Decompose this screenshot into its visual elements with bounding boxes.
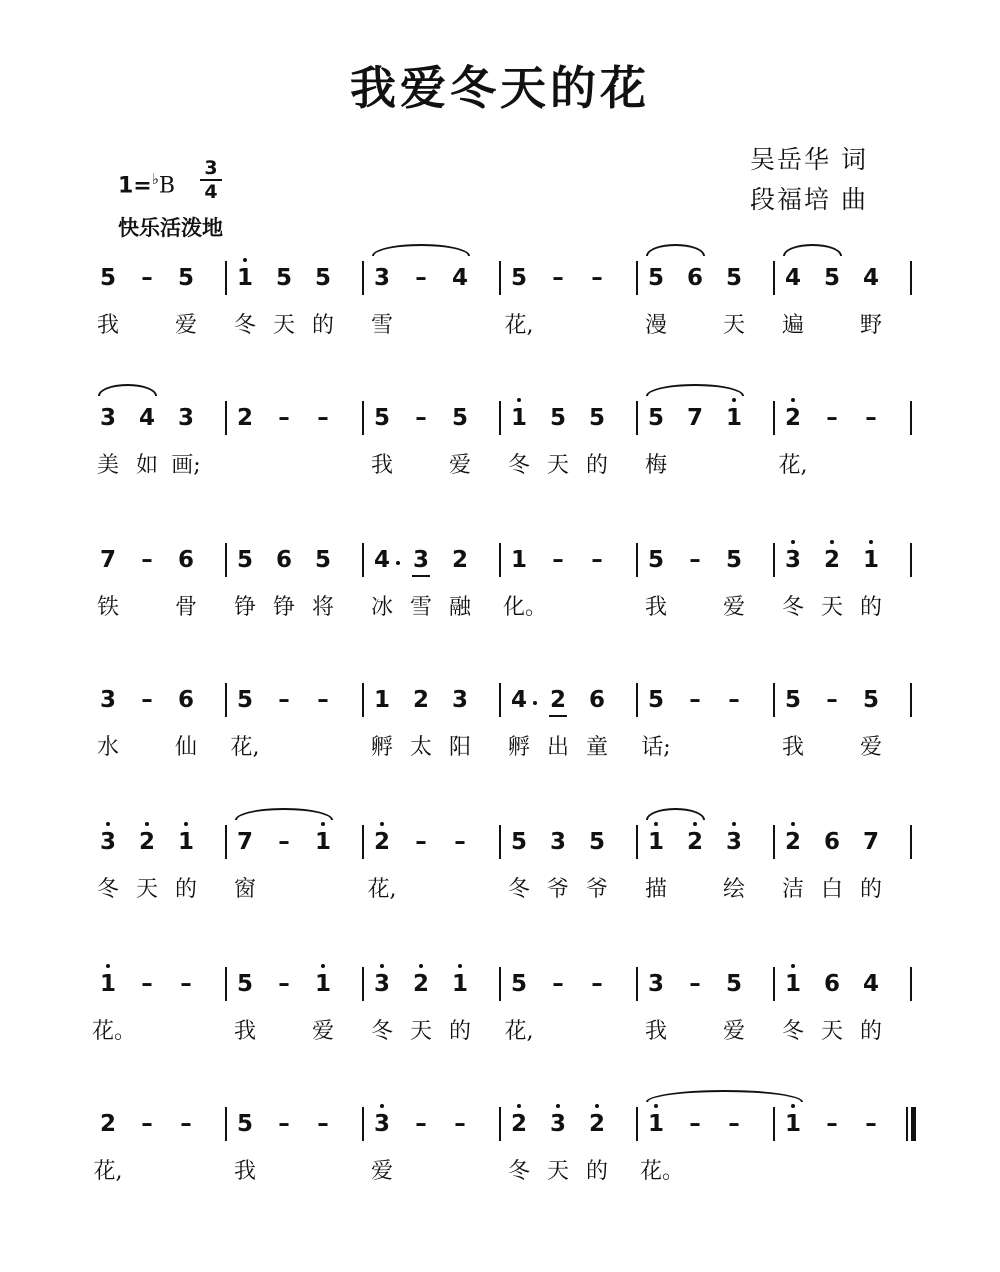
song-title: 我爱冬天的花 xyxy=(350,61,650,115)
lyric-syllable: 铁 xyxy=(96,595,119,620)
note: 5 xyxy=(588,405,605,431)
lyric-syllable: 孵 xyxy=(370,735,393,760)
note: 2 xyxy=(823,547,840,573)
high-octave-dot xyxy=(830,540,834,544)
note: – xyxy=(317,405,329,431)
note: 4 xyxy=(784,265,801,291)
high-octave-dot xyxy=(791,540,795,544)
note: 4 xyxy=(138,405,155,431)
note: – xyxy=(728,1111,740,1137)
lyric-syllable: 冬 xyxy=(507,1159,530,1184)
note: 3 xyxy=(373,1111,390,1137)
lyric-syllable: 遍 xyxy=(781,313,804,338)
note: 7 xyxy=(686,405,703,431)
high-octave-dot xyxy=(791,1104,795,1108)
note: 5 xyxy=(373,405,390,431)
barline xyxy=(636,967,638,1001)
high-octave-dot xyxy=(595,1104,599,1108)
lyric-syllable: 的 xyxy=(448,1019,471,1044)
note: – xyxy=(278,1111,290,1137)
lyric-syllable: 花, xyxy=(367,877,397,902)
note: 3 xyxy=(99,687,116,713)
note: 2 xyxy=(549,687,566,713)
slur xyxy=(235,808,333,820)
lyric-syllable: 洁 xyxy=(781,877,804,902)
note: 4 xyxy=(510,687,527,713)
eighth-note-underline xyxy=(412,575,430,577)
note: – xyxy=(141,971,153,997)
note: 5 xyxy=(236,687,253,713)
note: – xyxy=(141,1111,153,1137)
lyric-syllable: 如 xyxy=(135,453,158,478)
lyric-syllable: 的 xyxy=(585,453,608,478)
barline xyxy=(362,825,364,859)
lyric-syllable: 我 xyxy=(370,453,393,478)
slur xyxy=(646,808,705,820)
note: 1 xyxy=(510,547,527,573)
time-signature-bottom: 4 xyxy=(204,181,218,203)
lyric-syllable: 孵 xyxy=(507,735,530,760)
note: – xyxy=(141,687,153,713)
barline xyxy=(773,683,775,717)
note: 6 xyxy=(177,687,194,713)
lyric-syllable: 的 xyxy=(859,877,882,902)
note: 3 xyxy=(373,971,390,997)
note: – xyxy=(278,829,290,855)
note: 2 xyxy=(138,829,155,855)
high-octave-dot xyxy=(145,822,149,826)
barline xyxy=(499,825,501,859)
note: – xyxy=(826,687,838,713)
note: 4 xyxy=(862,971,879,997)
note: 1 xyxy=(510,405,527,431)
note: 2 xyxy=(686,829,703,855)
barline xyxy=(225,825,227,859)
note: 7 xyxy=(236,829,253,855)
barline xyxy=(773,543,775,577)
note: – xyxy=(591,971,603,997)
note: – xyxy=(591,547,603,573)
note: 5 xyxy=(725,547,742,573)
note: 5 xyxy=(236,971,253,997)
barline xyxy=(225,543,227,577)
note: – xyxy=(317,1111,329,1137)
note: – xyxy=(278,405,290,431)
final-barline-thin xyxy=(906,1107,908,1141)
note: 2 xyxy=(784,829,801,855)
high-octave-dot xyxy=(321,964,325,968)
lyric-syllable: 的 xyxy=(585,1159,608,1184)
lyric-syllable: 的 xyxy=(859,595,882,620)
lyric-syllable: 冬 xyxy=(96,877,119,902)
lyric-syllable: 爷 xyxy=(546,877,569,902)
lyric-syllable: 画; xyxy=(171,453,201,478)
note: 3 xyxy=(549,1111,566,1137)
barline xyxy=(636,401,638,435)
note: 2 xyxy=(588,1111,605,1137)
note: 1 xyxy=(314,971,331,997)
lyric-syllable: 花, xyxy=(504,313,534,338)
barline xyxy=(362,683,364,717)
lyric-syllable: 美 xyxy=(96,453,119,478)
final-barline-thick xyxy=(911,1107,916,1141)
note: 1 xyxy=(314,829,331,855)
note: 6 xyxy=(686,265,703,291)
note: 5 xyxy=(510,265,527,291)
note: – xyxy=(180,971,192,997)
note: – xyxy=(278,971,290,997)
note: 1 xyxy=(725,405,742,431)
lyric-syllable: 冬 xyxy=(507,453,530,478)
note: 2 xyxy=(236,405,253,431)
lyric-syllable: 铮 xyxy=(272,595,295,620)
barline xyxy=(910,543,912,577)
high-octave-dot xyxy=(791,822,795,826)
high-octave-dot xyxy=(517,398,521,402)
lyric-syllable: 爱 xyxy=(859,735,882,760)
lyric-syllable: 冬 xyxy=(781,1019,804,1044)
barline xyxy=(910,825,912,859)
note: – xyxy=(141,265,153,291)
lyric-syllable: 爱 xyxy=(722,595,745,620)
barline xyxy=(225,683,227,717)
note: 1 xyxy=(647,829,664,855)
note: 4 xyxy=(451,265,468,291)
note: 1 xyxy=(99,971,116,997)
note: 1 xyxy=(784,971,801,997)
barline xyxy=(636,1107,638,1141)
note: 5 xyxy=(862,687,879,713)
barline xyxy=(773,1107,775,1141)
note: – xyxy=(180,1111,192,1137)
note: 1 xyxy=(177,829,194,855)
note: 7 xyxy=(99,547,116,573)
note: 2 xyxy=(784,405,801,431)
note: 5 xyxy=(647,687,664,713)
lyric-syllable: 爱 xyxy=(448,453,471,478)
lyric-syllable: 绘 xyxy=(722,877,745,902)
high-octave-dot xyxy=(556,1104,560,1108)
barline xyxy=(910,401,912,435)
high-octave-dot xyxy=(791,964,795,968)
lyric-syllable: 我 xyxy=(644,595,667,620)
note: – xyxy=(317,687,329,713)
note: 2 xyxy=(510,1111,527,1137)
note: 5 xyxy=(647,547,664,573)
slur xyxy=(783,244,842,256)
note: 4 xyxy=(373,547,390,573)
note: – xyxy=(415,829,427,855)
note: – xyxy=(552,971,564,997)
note: – xyxy=(415,405,427,431)
note: 5 xyxy=(784,687,801,713)
note: 5 xyxy=(314,265,331,291)
note: – xyxy=(591,265,603,291)
lyric-syllable: 花, xyxy=(230,735,260,760)
lyric-syllable: 天 xyxy=(546,453,569,478)
lyric-syllable: 的 xyxy=(311,313,334,338)
note: – xyxy=(865,1111,877,1137)
key-prefix: 1= xyxy=(118,173,152,199)
lyric-syllable: 梅 xyxy=(644,453,667,478)
lyric-syllable: 窗 xyxy=(233,877,256,902)
note: 5 xyxy=(236,1111,253,1137)
note: 5 xyxy=(549,405,566,431)
note: 5 xyxy=(236,547,253,573)
note: 1 xyxy=(862,547,879,573)
composer-credit: 段福培 曲 xyxy=(750,185,868,214)
note: 2 xyxy=(412,687,429,713)
lyric-syllable: 话; xyxy=(641,735,671,760)
high-octave-dot xyxy=(732,822,736,826)
barline xyxy=(773,401,775,435)
augmentation-dot xyxy=(396,561,400,565)
lyric-syllable: 的 xyxy=(859,1019,882,1044)
slur xyxy=(646,384,744,396)
note: 3 xyxy=(177,405,194,431)
note: – xyxy=(278,687,290,713)
lyric-syllable: 我 xyxy=(233,1019,256,1044)
note: 3 xyxy=(99,405,116,431)
high-octave-dot xyxy=(869,540,873,544)
lyric-syllable: 花, xyxy=(93,1159,123,1184)
barline xyxy=(910,967,912,1001)
lyric-syllable: 铮 xyxy=(233,595,256,620)
note: 5 xyxy=(510,971,527,997)
high-octave-dot xyxy=(380,964,384,968)
note: 3 xyxy=(784,547,801,573)
barline xyxy=(499,967,501,1001)
lyric-syllable: 白 xyxy=(820,877,843,902)
lyric-syllable: 爱 xyxy=(174,313,197,338)
note: 1 xyxy=(236,265,253,291)
note: 3 xyxy=(725,829,742,855)
barline xyxy=(225,1107,227,1141)
lyric-syllable: 天 xyxy=(820,595,843,620)
lyric-syllable: 雪 xyxy=(370,313,393,338)
lyric-syllable: 水 xyxy=(96,735,119,760)
eighth-note-underline xyxy=(549,715,567,717)
slur xyxy=(646,244,705,256)
barline xyxy=(773,967,775,1001)
note: 3 xyxy=(647,971,664,997)
barline xyxy=(910,683,912,717)
note: – xyxy=(454,829,466,855)
lyric-syllable: 爱 xyxy=(370,1159,393,1184)
lyric-syllable: 天 xyxy=(272,313,295,338)
lyric-syllable: 我 xyxy=(233,1159,256,1184)
lyric-syllable: 花, xyxy=(504,1019,534,1044)
note: 1 xyxy=(784,1111,801,1137)
note: – xyxy=(826,405,838,431)
note: 5 xyxy=(823,265,840,291)
lyric-syllable: 我 xyxy=(644,1019,667,1044)
note: 3 xyxy=(373,265,390,291)
lyric-syllable: 冬 xyxy=(370,1019,393,1044)
lyric-syllable: 阳 xyxy=(448,735,471,760)
lyric-syllable: 描 xyxy=(644,877,667,902)
note: – xyxy=(552,265,564,291)
high-octave-dot xyxy=(732,398,736,402)
note: 6 xyxy=(177,547,194,573)
note: 5 xyxy=(314,547,331,573)
barline xyxy=(362,543,364,577)
barline xyxy=(499,401,501,435)
note: 2 xyxy=(412,971,429,997)
note: 6 xyxy=(588,687,605,713)
high-octave-dot xyxy=(321,822,325,826)
barline xyxy=(773,825,775,859)
barline xyxy=(910,261,912,295)
high-octave-dot xyxy=(654,1104,658,1108)
lyric-syllable: 的 xyxy=(174,877,197,902)
barline xyxy=(362,967,364,1001)
barline xyxy=(636,683,638,717)
note: – xyxy=(141,547,153,573)
high-octave-dot xyxy=(380,822,384,826)
note: – xyxy=(689,687,701,713)
lyric-syllable: 冬 xyxy=(781,595,804,620)
key-note: B xyxy=(158,173,175,199)
lyric-syllable: 化。 xyxy=(503,595,548,620)
note: 6 xyxy=(823,971,840,997)
note: 2 xyxy=(373,829,390,855)
lyricist-credit: 吴岳华 词 xyxy=(750,145,868,174)
note: 5 xyxy=(725,971,742,997)
note: 1 xyxy=(373,687,390,713)
note: – xyxy=(826,1111,838,1137)
barline xyxy=(636,543,638,577)
slur xyxy=(372,244,470,256)
lyric-syllable: 漫 xyxy=(644,313,667,338)
note: 3 xyxy=(549,829,566,855)
barline xyxy=(225,401,227,435)
lyric-syllable: 天 xyxy=(409,1019,432,1044)
augmentation-dot xyxy=(533,701,537,705)
flat-symbol: ♭ xyxy=(151,170,159,188)
lyric-syllable: 天 xyxy=(722,313,745,338)
lyric-syllable: 天 xyxy=(546,1159,569,1184)
note: 1 xyxy=(451,971,468,997)
note: 7 xyxy=(862,829,879,855)
lyric-syllable: 野 xyxy=(859,313,882,338)
barline xyxy=(362,401,364,435)
note: – xyxy=(689,971,701,997)
note: – xyxy=(689,547,701,573)
note: 5 xyxy=(451,405,468,431)
barline xyxy=(636,825,638,859)
note: – xyxy=(728,687,740,713)
lyric-syllable: 冰 xyxy=(370,595,393,620)
lyric-syllable: 我 xyxy=(781,735,804,760)
note: – xyxy=(454,1111,466,1137)
barline xyxy=(499,261,501,295)
note: 6 xyxy=(275,547,292,573)
high-octave-dot xyxy=(458,964,462,968)
lyric-syllable: 花。 xyxy=(640,1159,685,1184)
note: 5 xyxy=(647,405,664,431)
note: 5 xyxy=(99,265,116,291)
barline xyxy=(362,1107,364,1141)
note: – xyxy=(689,1111,701,1137)
note: 5 xyxy=(725,265,742,291)
high-octave-dot xyxy=(654,822,658,826)
high-octave-dot xyxy=(243,258,247,262)
barline xyxy=(773,261,775,295)
high-octave-dot xyxy=(791,398,795,402)
barline xyxy=(225,967,227,1001)
note: 3 xyxy=(99,829,116,855)
high-octave-dot xyxy=(517,1104,521,1108)
note: 6 xyxy=(823,829,840,855)
barline xyxy=(362,261,364,295)
time-signature-top: 3 xyxy=(204,157,218,179)
note: – xyxy=(552,547,564,573)
lyric-syllable: 将 xyxy=(311,595,334,620)
high-octave-dot xyxy=(693,822,697,826)
note: 5 xyxy=(588,829,605,855)
lyric-syllable: 冬 xyxy=(507,877,530,902)
barline xyxy=(499,1107,501,1141)
lyric-syllable: 爷 xyxy=(585,877,608,902)
note: 2 xyxy=(451,547,468,573)
note: 5 xyxy=(510,829,527,855)
high-octave-dot xyxy=(106,964,110,968)
lyric-syllable: 爱 xyxy=(722,1019,745,1044)
lyric-syllable: 太 xyxy=(409,735,432,760)
note: – xyxy=(865,405,877,431)
note: 5 xyxy=(275,265,292,291)
lyric-syllable: 天 xyxy=(820,1019,843,1044)
lyric-syllable: 天 xyxy=(135,877,158,902)
high-octave-dot xyxy=(380,1104,384,1108)
note: 5 xyxy=(647,265,664,291)
slur xyxy=(98,384,157,396)
high-octave-dot xyxy=(106,822,110,826)
note: 1 xyxy=(647,1111,664,1137)
lyric-syllable: 我 xyxy=(96,313,119,338)
note: 2 xyxy=(99,1111,116,1137)
barline xyxy=(636,261,638,295)
lyric-syllable: 雪 xyxy=(409,595,432,620)
note: – xyxy=(415,265,427,291)
note: 4 xyxy=(862,265,879,291)
note: 3 xyxy=(412,547,429,573)
lyric-syllable: 骨 xyxy=(174,595,197,620)
barline xyxy=(499,543,501,577)
barline xyxy=(499,683,501,717)
high-octave-dot xyxy=(419,964,423,968)
high-octave-dot xyxy=(184,822,188,826)
note: 5 xyxy=(177,265,194,291)
lyric-syllable: 童 xyxy=(585,735,608,760)
lyric-syllable: 花。 xyxy=(92,1019,137,1044)
barline xyxy=(225,261,227,295)
slur xyxy=(646,1090,803,1102)
lyric-syllable: 仙 xyxy=(174,735,197,760)
lyric-syllable: 融 xyxy=(448,595,471,620)
note: – xyxy=(415,1111,427,1137)
tempo-marking: 快乐活泼地 xyxy=(118,216,223,240)
lyric-syllable: 爱 xyxy=(311,1019,334,1044)
note: 3 xyxy=(451,687,468,713)
lyric-syllable: 出 xyxy=(546,735,569,760)
lyric-syllable: 花, xyxy=(778,453,808,478)
lyric-syllable: 冬 xyxy=(233,313,256,338)
